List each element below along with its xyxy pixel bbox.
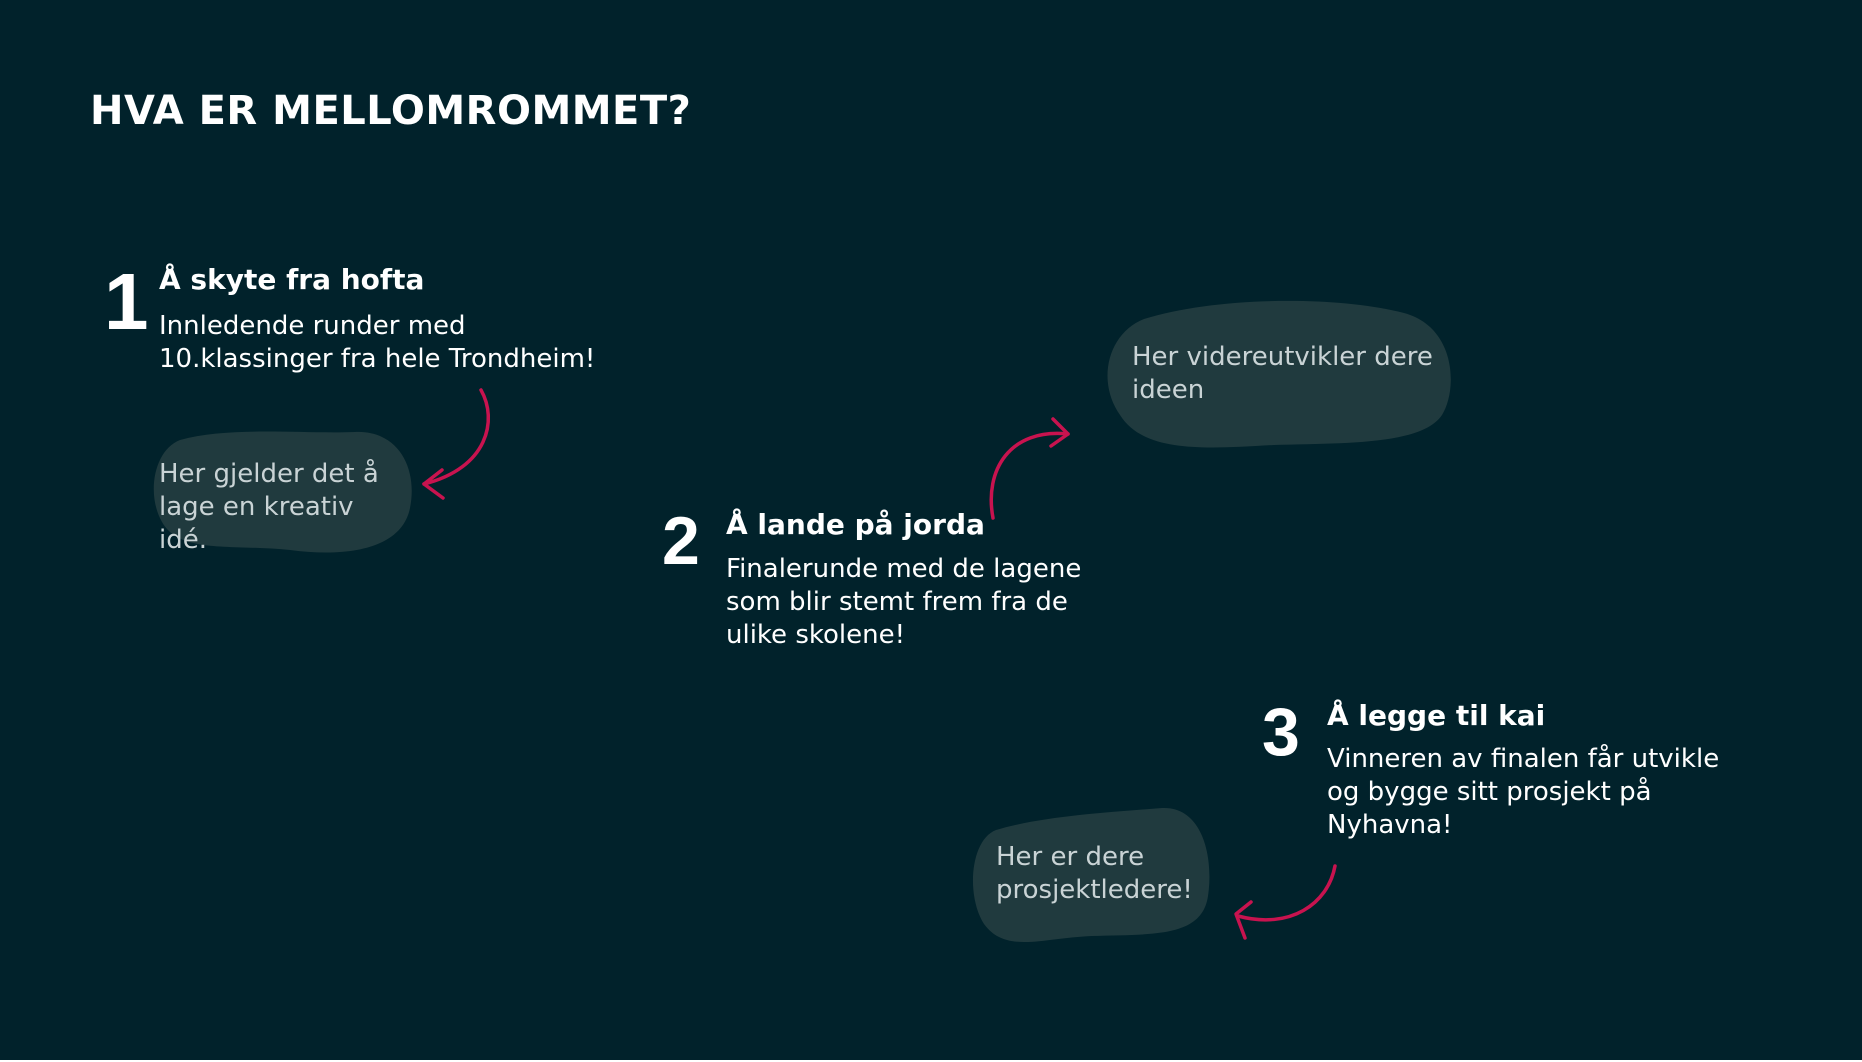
arrow-icon <box>1238 866 1335 920</box>
step-number: 3 <box>1262 694 1300 770</box>
step-description: Vinneren av finalen får utvikle og bygge sitt prosjekt på Nyhavna! <box>1327 744 1720 840</box>
step-title: Å lande på jorda <box>726 508 985 541</box>
step-description: Innledende runder med 10.klassinger fra hele Trondheim! <box>159 311 596 374</box>
step-description: Finalerunde med de lagene som blir stemt frem fra de ulike skolene! <box>726 554 1082 650</box>
page-title: HVA ER MELLOMROMMET? <box>90 88 692 134</box>
step-number: 1 <box>104 257 149 346</box>
note-text: Her videreutvikler dere ideen <box>1132 342 1433 405</box>
step-number: 2 <box>662 503 700 579</box>
arrow-icon <box>991 433 1068 518</box>
step-title: Å legge til kai <box>1327 699 1546 732</box>
note-text: Her er dere prosjektledere! <box>996 842 1193 905</box>
step-title: Å skyte fra hofta <box>159 263 425 296</box>
arrow-icon <box>424 390 488 484</box>
arrowhead-icon <box>424 470 443 498</box>
note-text: Her gjelder det å lage en kreativ idé. <box>159 459 379 555</box>
